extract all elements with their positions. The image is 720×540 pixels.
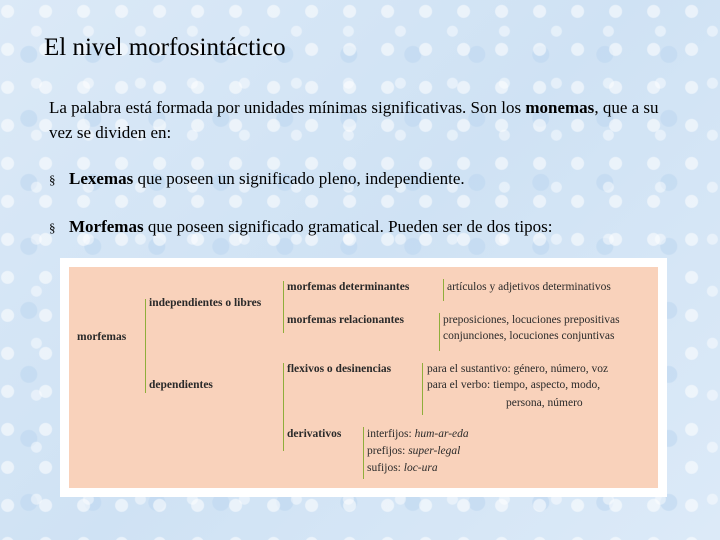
- bullet-marker: §: [49, 172, 56, 187]
- desc-relacionantes-1: preposiciones, locuciones prepositivas: [443, 314, 620, 326]
- intro-bold-monemas: monemas: [525, 98, 595, 117]
- bracket-line-determinantes: [443, 279, 444, 301]
- desc-prefijos: [367, 443, 460, 459]
- bullet-morfemas: [49, 216, 552, 239]
- morpheme-diagram-frame: [60, 258, 667, 497]
- desc-flexivos-2: para el verbo: tiempo, aspecto, modo,: [427, 379, 601, 391]
- slide-title: El nivel morfosintáctico: [44, 34, 286, 61]
- bracket-line-independientes: [283, 281, 284, 333]
- sufijos-example: loc-ura: [403, 462, 438, 474]
- node-flexivos: flexivos o desinencias: [287, 363, 392, 375]
- bullet-lexemas-bold: Lexemas: [69, 169, 134, 188]
- bracket-line-flexivos: [422, 363, 423, 415]
- bracket-line-dependientes: [283, 363, 284, 451]
- bracket-line-root: [145, 299, 146, 393]
- interfijos-label: interfijos:: [367, 428, 412, 440]
- bullet-morfemas-text: que poseen significado gramatical. Pueden ser de dos tipos:: [143, 217, 553, 236]
- prefijos-label: prefijos:: [367, 445, 406, 457]
- morpheme-diagram: [69, 267, 658, 488]
- desc-determinantes: artículos y adjetivos determinativos: [447, 281, 611, 293]
- node-dependientes: dependientes: [149, 379, 213, 391]
- desc-relacionantes-2: conjunciones, locuciones conjuntivas: [443, 330, 615, 342]
- intro-text-2: , que a su vez se dividen en:: [49, 98, 659, 142]
- node-determinantes: morfemas determinantes: [287, 281, 410, 293]
- node-morfemas: morfemas: [77, 331, 127, 343]
- intro-text-1: La palabra está formada por unidades mínimas significativas. Son los: [49, 98, 526, 117]
- desc-flexivos-1: para el sustantivo: género, número, voz: [427, 363, 609, 375]
- bullet-morfemas-bold: Morfemas: [69, 217, 144, 236]
- node-relacionantes: morfemas relacionantes: [287, 314, 404, 326]
- bracket-line-derivativos: [363, 427, 364, 479]
- prefijos-example: super-legal: [408, 445, 461, 457]
- bullet-lexemas: [49, 168, 465, 191]
- sufijos-label: sufijos:: [367, 462, 401, 474]
- intro-paragraph: [49, 95, 669, 145]
- bracket-line-relacionantes: [439, 313, 440, 351]
- desc-sufijos: [367, 460, 438, 476]
- bullet-marker: §: [49, 220, 56, 235]
- desc-flexivos-3: persona, número: [506, 397, 583, 409]
- interfijos-example: hum-ar-eda: [414, 428, 469, 440]
- bullet-lexemas-text: que poseen un significado pleno, independiente.: [133, 169, 465, 188]
- desc-interfijos: [367, 426, 469, 442]
- node-independientes: independientes o libres: [149, 297, 262, 309]
- node-derivativos: derivativos: [287, 428, 342, 440]
